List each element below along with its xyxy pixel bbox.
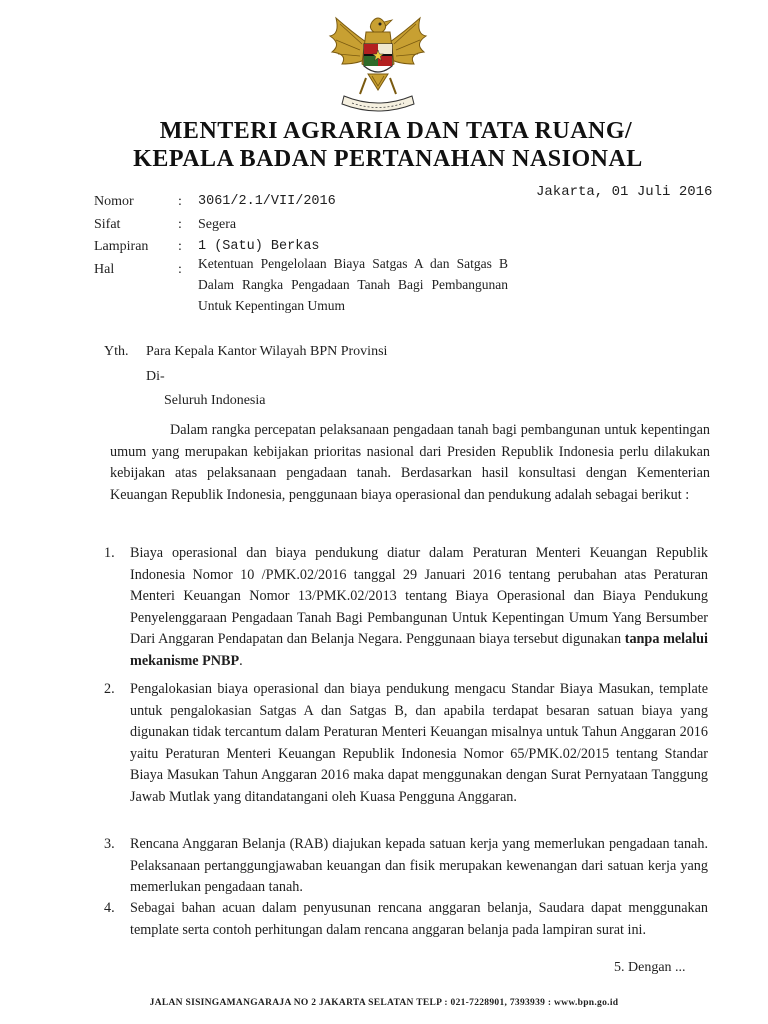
item-number: 1. (104, 545, 115, 561)
hal-label: Hal (94, 262, 115, 277)
list-item (104, 834, 708, 899)
continued-marker: 5. Dengan ... (614, 960, 686, 975)
list-item (104, 898, 708, 941)
lampiran-label: Lampiran (94, 239, 149, 254)
nomor-label: Nomor (94, 194, 134, 209)
yth-label: Yth. (104, 344, 129, 359)
lampiran-value: 1 (Satu) Berkas (198, 239, 320, 254)
nomor-value: 3061/2.1/VII/2016 (198, 194, 336, 209)
colon: : (178, 194, 182, 209)
item-text: Rencana Anggaran Belanja (RAB) diajukan kepada satuan kerja yang memerlukan pengadaan tanah. Pelaksanaan pertanggungjawaban keuangan dan fisik merupakan kewenangan dari satuan kerja yang memerlukan pengadaan tanah. (130, 836, 708, 895)
item-text: Sebagai bahan acuan dalam penyusunan rencana anggaran belanja, Saudara dapat menggunakan template serta contoh perhitungan dalam rencana anggaran belanja pada lampiran surat ini. (130, 900, 708, 938)
letterhead-line-2: KEPALA BADAN PERTANAHAN NASIONAL (133, 146, 643, 172)
place: Seluruh Indonesia (164, 393, 266, 408)
garuda-emblem-icon (322, 14, 434, 118)
item-number: 4. (104, 900, 115, 916)
list-item (104, 543, 708, 672)
colon: : (178, 239, 182, 254)
letter-date: Jakarta, 01 Juli 2016 (536, 184, 713, 200)
item-text: Pengalokasian biaya operasional dan biaya pendukung mengacu Standar Biaya Masukan, template untuk pengalokasian Satgas A dan Satgas B, dan apabila terdapat besaran satuan biaya yang digunakan tidak tercantum dalam Peraturan Menteri Keuangan misalnya untuk Tahun Anggaran 2016 yaitu Peraturan Menteri Keuangan Republik Indonesia Nomor 65/PMK.02/2015 tentang Standar Biaya Masukan Tahun Anggaran 2016 maka dapat menggunakan dengan Surat Pernyataan Tanggung Jawab Mutlak yang ditandatangani oleh Kuasa Pengguna Anggaran. (130, 681, 708, 805)
item-number: 2. (104, 681, 115, 697)
colon: : (178, 217, 182, 232)
item-number: 3. (104, 836, 115, 852)
sifat-value: Segera (198, 217, 237, 232)
footer-address: JALAN SISINGAMANGARAJA NO 2 JAKARTA SELATAN TELP : 021-7228901, 7393939 : www.bpn.go.id (149, 998, 619, 1008)
intro-paragraph: Dalam rangka percepatan pelaksanaan pengadaan tanah bagi pembangunan untuk kepentingan umum yang merupakan kebijakan prioritas nasional dari Presiden Republik Indonesia perlu dilakukan kebijakan atas pelaksanaan pengadaan tanah. Berdasarkan hasil konsultasi dengan Kementerian Keuangan Republik Indonesia, penggunaan biaya operasional dan pendukung adalah sebagai berikut : (110, 422, 710, 503)
letterhead-line-1: MENTERI AGRARIA DAN TATA RUANG/ (159, 118, 633, 144)
recipient: Para Kepala Kantor Wilayah BPN Provinsi (146, 344, 388, 359)
item-text: Biaya operasional dan biaya pendukung diatur dalam Peraturan Menteri Keuangan Republik Indonesia Nomor 10 /PMK.02/2016 tanggal 29 Januari 2016 tentang perubahan atas Peraturan Menteri Keuangan Nomor 13/PMK.02/2013 tentang Biaya Operasional dan Biaya Pendukung Penyelenggaraan Pengadaan Tanah Bagi Pembangunan Untuk Kepentingan Umum Yang Bersumber Dari Anggaran Pendapatan dan Belanja Negara. Penggunaan biaya tersebut digunakan tanpa melalui mekanisme PNBP. (130, 545, 708, 669)
di-label: Di- (146, 369, 165, 384)
list-item (104, 679, 708, 808)
item-bold: tanpa melalui mekanisme PNBP (130, 631, 708, 669)
hal-value: Ketentuan Pengelolaan Biaya Satgas A dan Satgas B Dalam Rangka Pengadaan Tanah Bagi Pembangunan Untuk Kepentingan Umum (198, 256, 508, 313)
colon: : (178, 262, 182, 277)
sifat-label: Sifat (94, 217, 121, 232)
